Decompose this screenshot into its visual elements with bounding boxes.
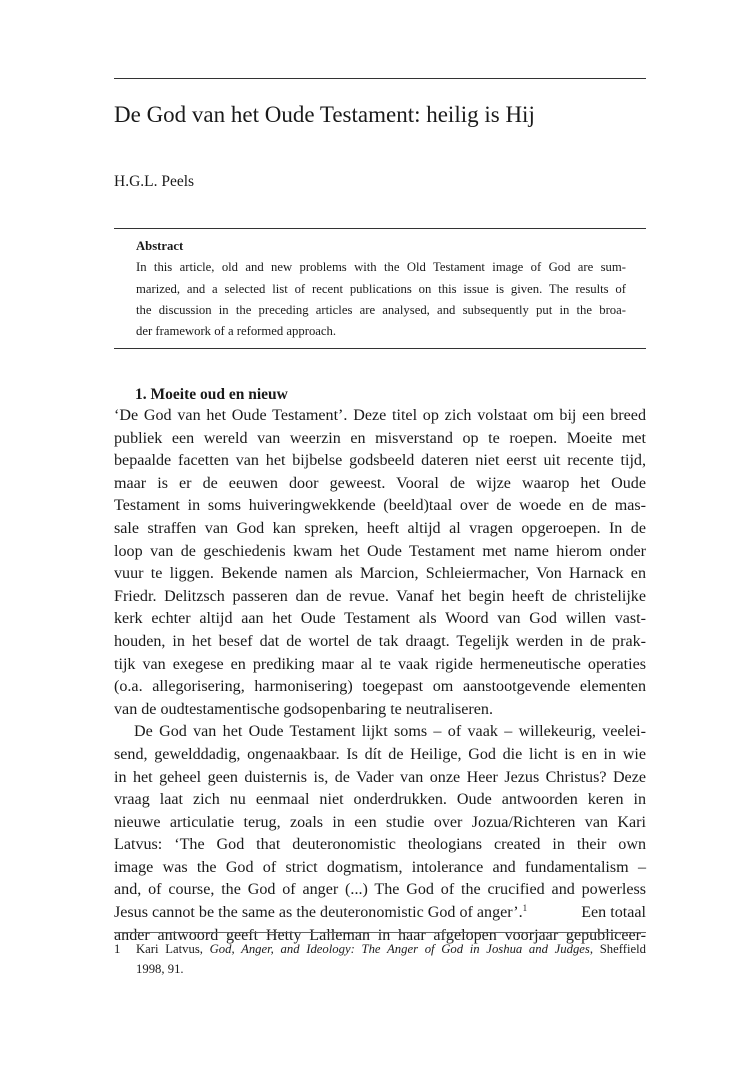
body-line: tijk van exegese en prediking maar al te vaak rigide hermeneutische operaties — [114, 655, 646, 673]
body-line: Testament in soms huiveringwekkende (beeld)taal over de woede en de mas- — [114, 497, 646, 515]
body-line: publiek een wereld van weerzin en misverstand op te roepen. Moeite met — [114, 429, 646, 447]
quote-end-text: Jesus cannot be the same as the deuteronomistic God of anger’. — [114, 904, 523, 922]
abstract-block — [136, 236, 626, 342]
abstract-line: der framework of a reformed approach. — [136, 324, 337, 339]
body-line: and, of course, the God of anger (...) The God of the crucified and powerless — [114, 881, 646, 899]
abstract-top-rule — [114, 228, 646, 229]
footnote-author: Kari Latvus, — [136, 942, 210, 956]
author-name: H.G.L. Peels — [114, 173, 195, 190]
footnote-text — [136, 940, 646, 979]
abstract-bottom-rule — [114, 348, 646, 349]
body-line: image was the God of strict dogmatism, intolerance and fundamentalism – — [114, 858, 646, 876]
body-line: kerk echter altijd aan het Oude Testament als Woord van God willen vast- — [114, 610, 646, 628]
body-line: Latvus: ‘The God that deuteronomistic theologians created in their own — [114, 836, 646, 854]
body-line: in het geheel geen duisternis is, de Vader van onze Heer Jezus Christus? Deze — [114, 768, 646, 786]
footnote-number: 1 — [114, 942, 121, 956]
body-line: maar is er de eeuwen door geweest. Vooral de wijze waarop het Oude — [114, 474, 646, 492]
footnote-rule — [114, 932, 646, 933]
body-line: bepaalde facetten van het bijbelse godsbeeld dateren niet eerst uit recente tijd, — [114, 452, 646, 470]
abstract-line: marized, and a selected list of recent publications on this issue is given. The results of — [136, 281, 626, 296]
body-line: (o.a. allegorisering, harmonisering) toegepast om aanstootgevende elementen — [114, 678, 646, 696]
body-line: Friedr. Delitzsch passeren dan de revue. Vanaf het begin heeft de christelijke — [114, 587, 646, 605]
quote-end — [114, 902, 527, 925]
footnote-ref[interactable]: 1 — [522, 903, 528, 914]
line-continuation: Een totaal — [581, 904, 646, 922]
body-line: nieuwe articulatie terug, zoals in een studie over Jozua/Richteren van Kari — [114, 813, 646, 831]
abstract-line: In this article, old and new problems with the Old Testament image of God are sum- — [136, 260, 626, 275]
body-line — [114, 902, 646, 925]
abstract-heading: Abstract — [136, 239, 184, 253]
abstract-line: the discussion in the preceding articles are analysed, and subsequently put in the broa- — [136, 302, 626, 317]
section-heading: 1. Moeite oud en nieuw — [135, 386, 288, 403]
body-line: ander antwoord geeft Hetty Lalleman in haar afgelopen voorjaar gepubliceer- — [114, 926, 646, 944]
body-line: ‘De God van het Oude Testament’. Deze titel op zich volstaat om bij een breed — [114, 407, 646, 424]
body-line: De God van het Oude Testament lijkt soms – of vaak – willekeurig, veelei- — [134, 723, 646, 741]
article-title: De God van het Oude Testament: heilig is Hij — [114, 102, 535, 127]
body-text — [114, 405, 646, 947]
footnote-line — [136, 940, 646, 960]
footnote-line: 1998, 91. — [136, 961, 184, 976]
footnote-publisher: , Sheffield — [589, 942, 647, 956]
body-line: sale straffen van God kan spreken, heeft altijd al vragen opgeroepen. In de — [114, 519, 646, 537]
footnote — [114, 940, 646, 979]
top-rule — [114, 78, 646, 79]
body-line: van de oudtestamentische godsopenbaring te neutraliseren. — [114, 700, 493, 718]
footnote-book-title: God, Anger, and Ideology: The Anger of God in Joshua and Judges — [209, 942, 590, 956]
body-line: loop van de geschiedenis kwam het Oude Testament met name hierom onder — [114, 542, 646, 560]
body-line: houden, in het besef dat de wortel de tak draagt. Tegelijk werden in de prak- — [114, 632, 646, 650]
body-line: vraag laat zich nu eenmaal niet onderdrukken. Oude antwoorden keren in — [114, 791, 646, 809]
body-line: send, gewelddadig, ongenaakbaar. Is dít de Heilige, God die licht is en in wie — [114, 745, 646, 763]
body-line: vuur te liggen. Bekende namen als Marcion, Schleiermacher, Von Harnack en — [114, 565, 646, 583]
